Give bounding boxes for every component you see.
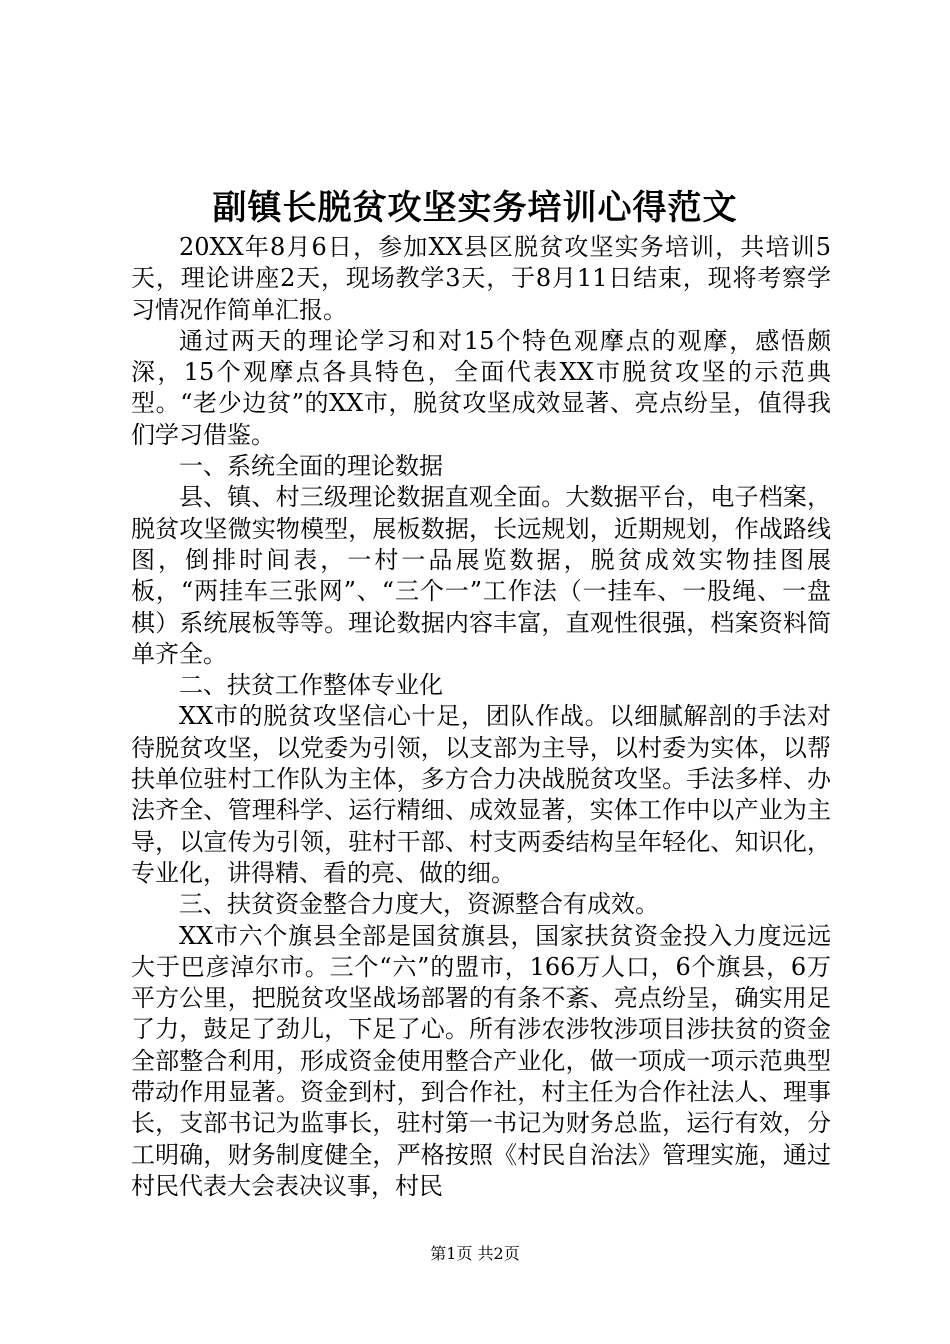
section-heading-2: 二、扶贫工作整体专业化 [179, 671, 443, 700]
section-heading-3: 三、扶贫资金整合力度大，资源整合有成效。 [179, 890, 659, 919]
paragraph-section-3: XX市六个旗县全部是国贫旗县，国家扶贫资金投入力度远远大于巴彦淖尔市。三个“六”的盟市，166万人口，6个旗县，6万平方公里，把脱贫攻坚战场部署的有条不紊、亮点纷呈，确实用足了力，鼓足了劲儿，下足了心。所有涉农涉牧涉项目涉扶贫的资金全部整合利用，形成资金使用整合产业化，做一项成一项示范典型带动作用显著。资金到村，到合作社，村主任为合作社法人、理事长，支部书记为监事长，驻村第一书记为财务总监，运行有效，分工明确，财务制度健全，严格按照《村民自治法》管理实施，通过村民代表大会表决议事，村民 [131, 921, 831, 1200]
section-heading-1: 一、系统全面的理论数据 [179, 452, 443, 481]
paragraph-intro: 20XX年8月6日，参加XX县区脱贫攻坚实务培训，共培训5天，理论讲座2天，现场教学3天，于8月11日结束，现将考察学习情况作简单汇报。 [131, 233, 831, 324]
document-body [131, 232, 831, 1202]
page-footer: 第1页 共2页 [430, 1244, 520, 1263]
paragraph-overview: 通过两天的理论学习和对15个特色观摩点的观摩，感悟颇深，15个观摩点各具特色，全面代表XX市脱贫攻坚的示范典型。“老少边贫”的XX市，脱贫攻坚成效显著、亮点纷呈，值得我们学习借鉴。 [131, 326, 831, 449]
paragraph-section-1: 县、镇、村三级理论数据直观全面。大数据平台，电子档案，脱贫攻坚微实物模型，展板数据，长远规划，近期规划，作战路线图，倒排时间表，一村一品展览数据，脱贫成效实物挂图展板，“两挂车三张网”、“三个一”工作法（一挂车、一股绳、一盘棋）系统展板等等。理论数据内容丰富，直观性很强，档案资料简单齐全。 [131, 483, 831, 668]
paragraph-section-2: XX市的脱贫攻坚信心十足，团队作战。以细腻解剖的手法对待脱贫攻坚，以党委为引领，以支部为主导，以村委为实体，以帮扶单位驻村工作队为主体，多方合力决战脱贫攻坚。手法多样、办法齐全、管理科学、运行精细、成效显著，实体工作中以产业为主导，以宣传为引领，驻村干部、村支两委结构呈年轻化、知识化，专业化，讲得精、看的亮、做的细。 [131, 702, 831, 887]
document-title: 副镇长脱贫攻坚实务培训心得范文 [212, 188, 738, 228]
